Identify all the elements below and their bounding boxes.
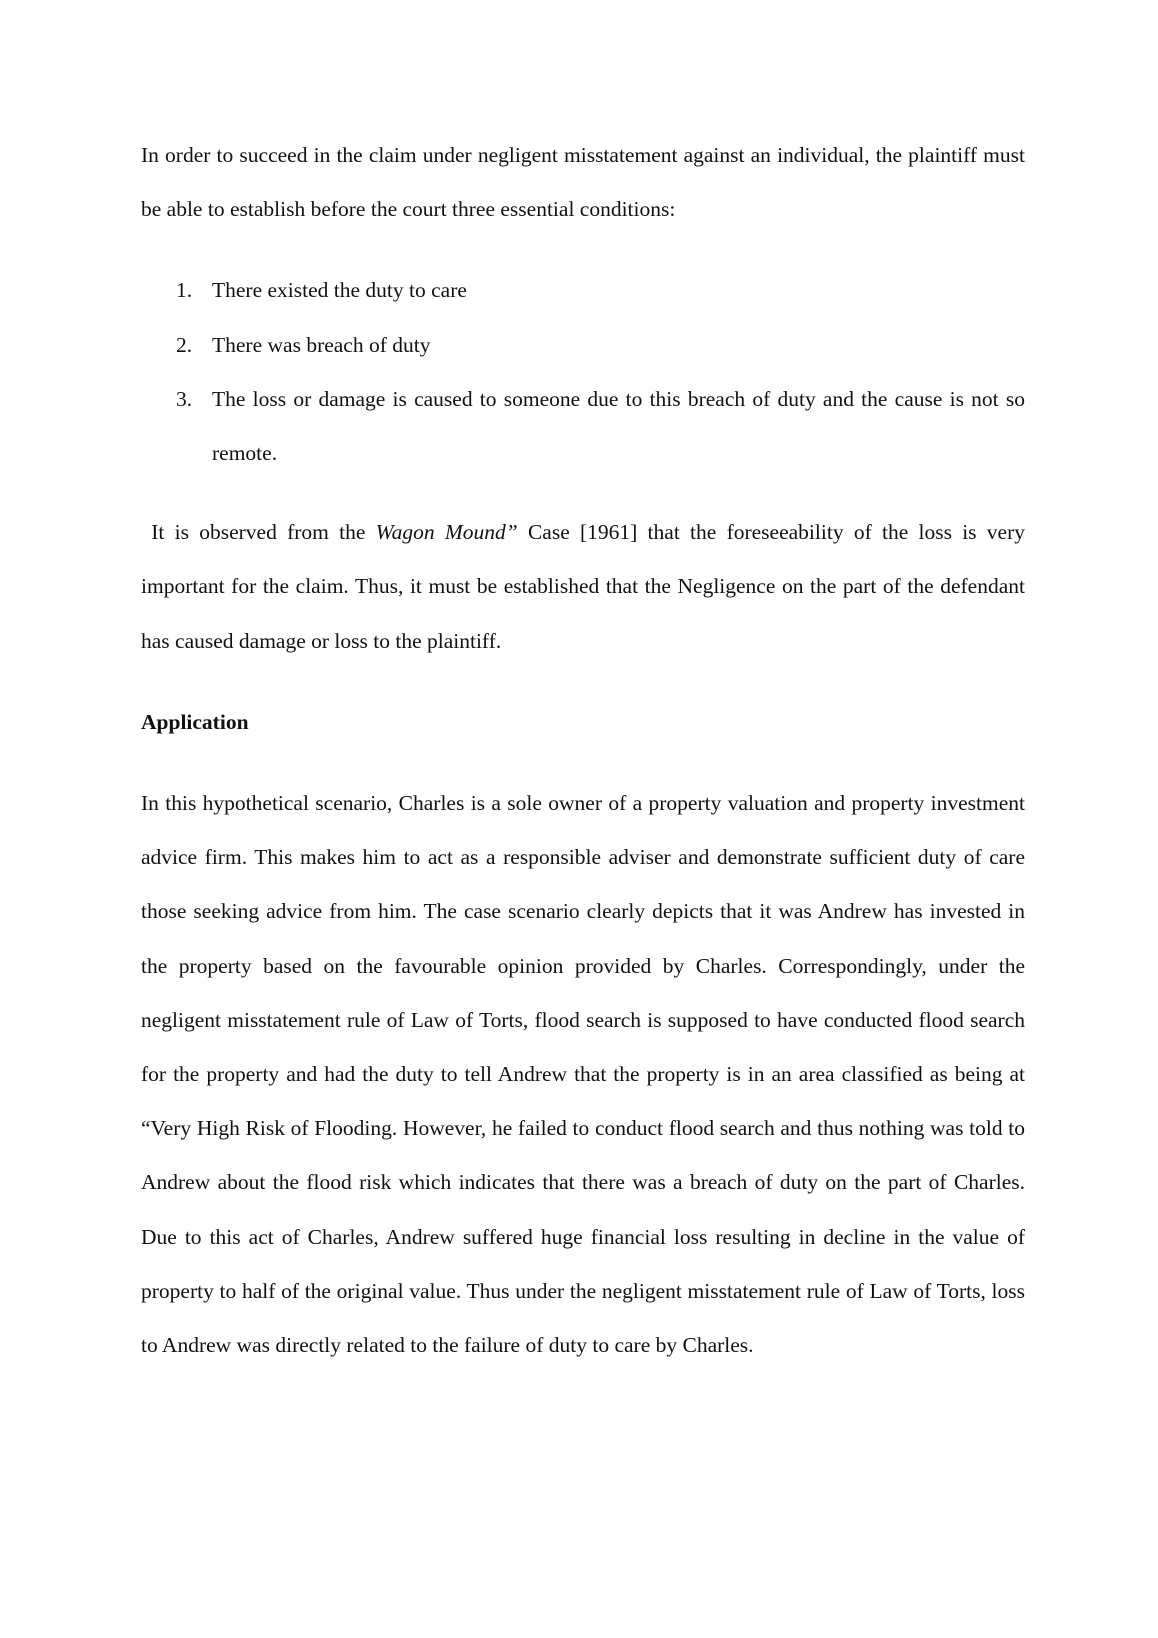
application-heading: Application	[141, 709, 249, 734]
wagon-text-before: It is observed from the	[141, 520, 376, 545]
wagon-text-after: Case [1961] that the foreseeability of the loss is very important for the claim. Thus, it must be established that the Negligence on the part of the defendant has caused damage or loss to the plaintiff.	[141, 520, 1025, 653]
list-item-text: The loss or damage is caused to someone due to this breach of duty and the cause is not so remote.	[212, 386, 1025, 466]
conditions-list	[141, 263, 1025, 480]
intro-paragraph: In order to succeed in the claim under negligent misstatement against an individual, the plaintiff must be able to establish before the court three essential conditions:	[141, 143, 1025, 222]
list-item	[141, 263, 1025, 317]
list-item-text: There was breach of duty	[212, 332, 431, 357]
list-item-number: 1.	[176, 278, 193, 303]
list-item	[141, 318, 1025, 372]
document-page	[141, 128, 1025, 1372]
list-item	[141, 372, 1025, 480]
list-item-text: There existed the duty to care	[212, 278, 467, 303]
list-item-number: 2.	[176, 332, 193, 357]
application-paragraph: In this hypothetical scenario, Charles is a sole owner of a property valuation and property investment advice firm. This makes him to act as a responsible adviser and demonstrate sufficient duty of care those seeking advice from him. The case scenario clearly depicts that it was Andrew has invested in the property based on the favourable opinion provided by Charles. Correspondingly, under the negligent misstatement rule of Law of Torts, flood search is supposed to have conducted flood search for the property and had the duty to tell Andrew that the property is in an area classified as being at “Very High Risk of Flooding. However, he failed to conduct flood search and thus nothing was told to Andrew about the flood risk which indicates that there was a breach of duty on the part of Charles. Due to this act of Charles, Andrew suffered huge financial loss resulting in decline in the value of property to half of the original value. Thus under the negligent misstatement rule of Law of Torts, loss to Andrew was directly related to the failure of duty to care by Charles.	[141, 791, 1025, 1358]
list-item-number: 3.	[176, 386, 193, 411]
wagon-mound-paragraph	[141, 505, 1025, 668]
wagon-case-name: Wagon Mound”	[375, 520, 518, 545]
